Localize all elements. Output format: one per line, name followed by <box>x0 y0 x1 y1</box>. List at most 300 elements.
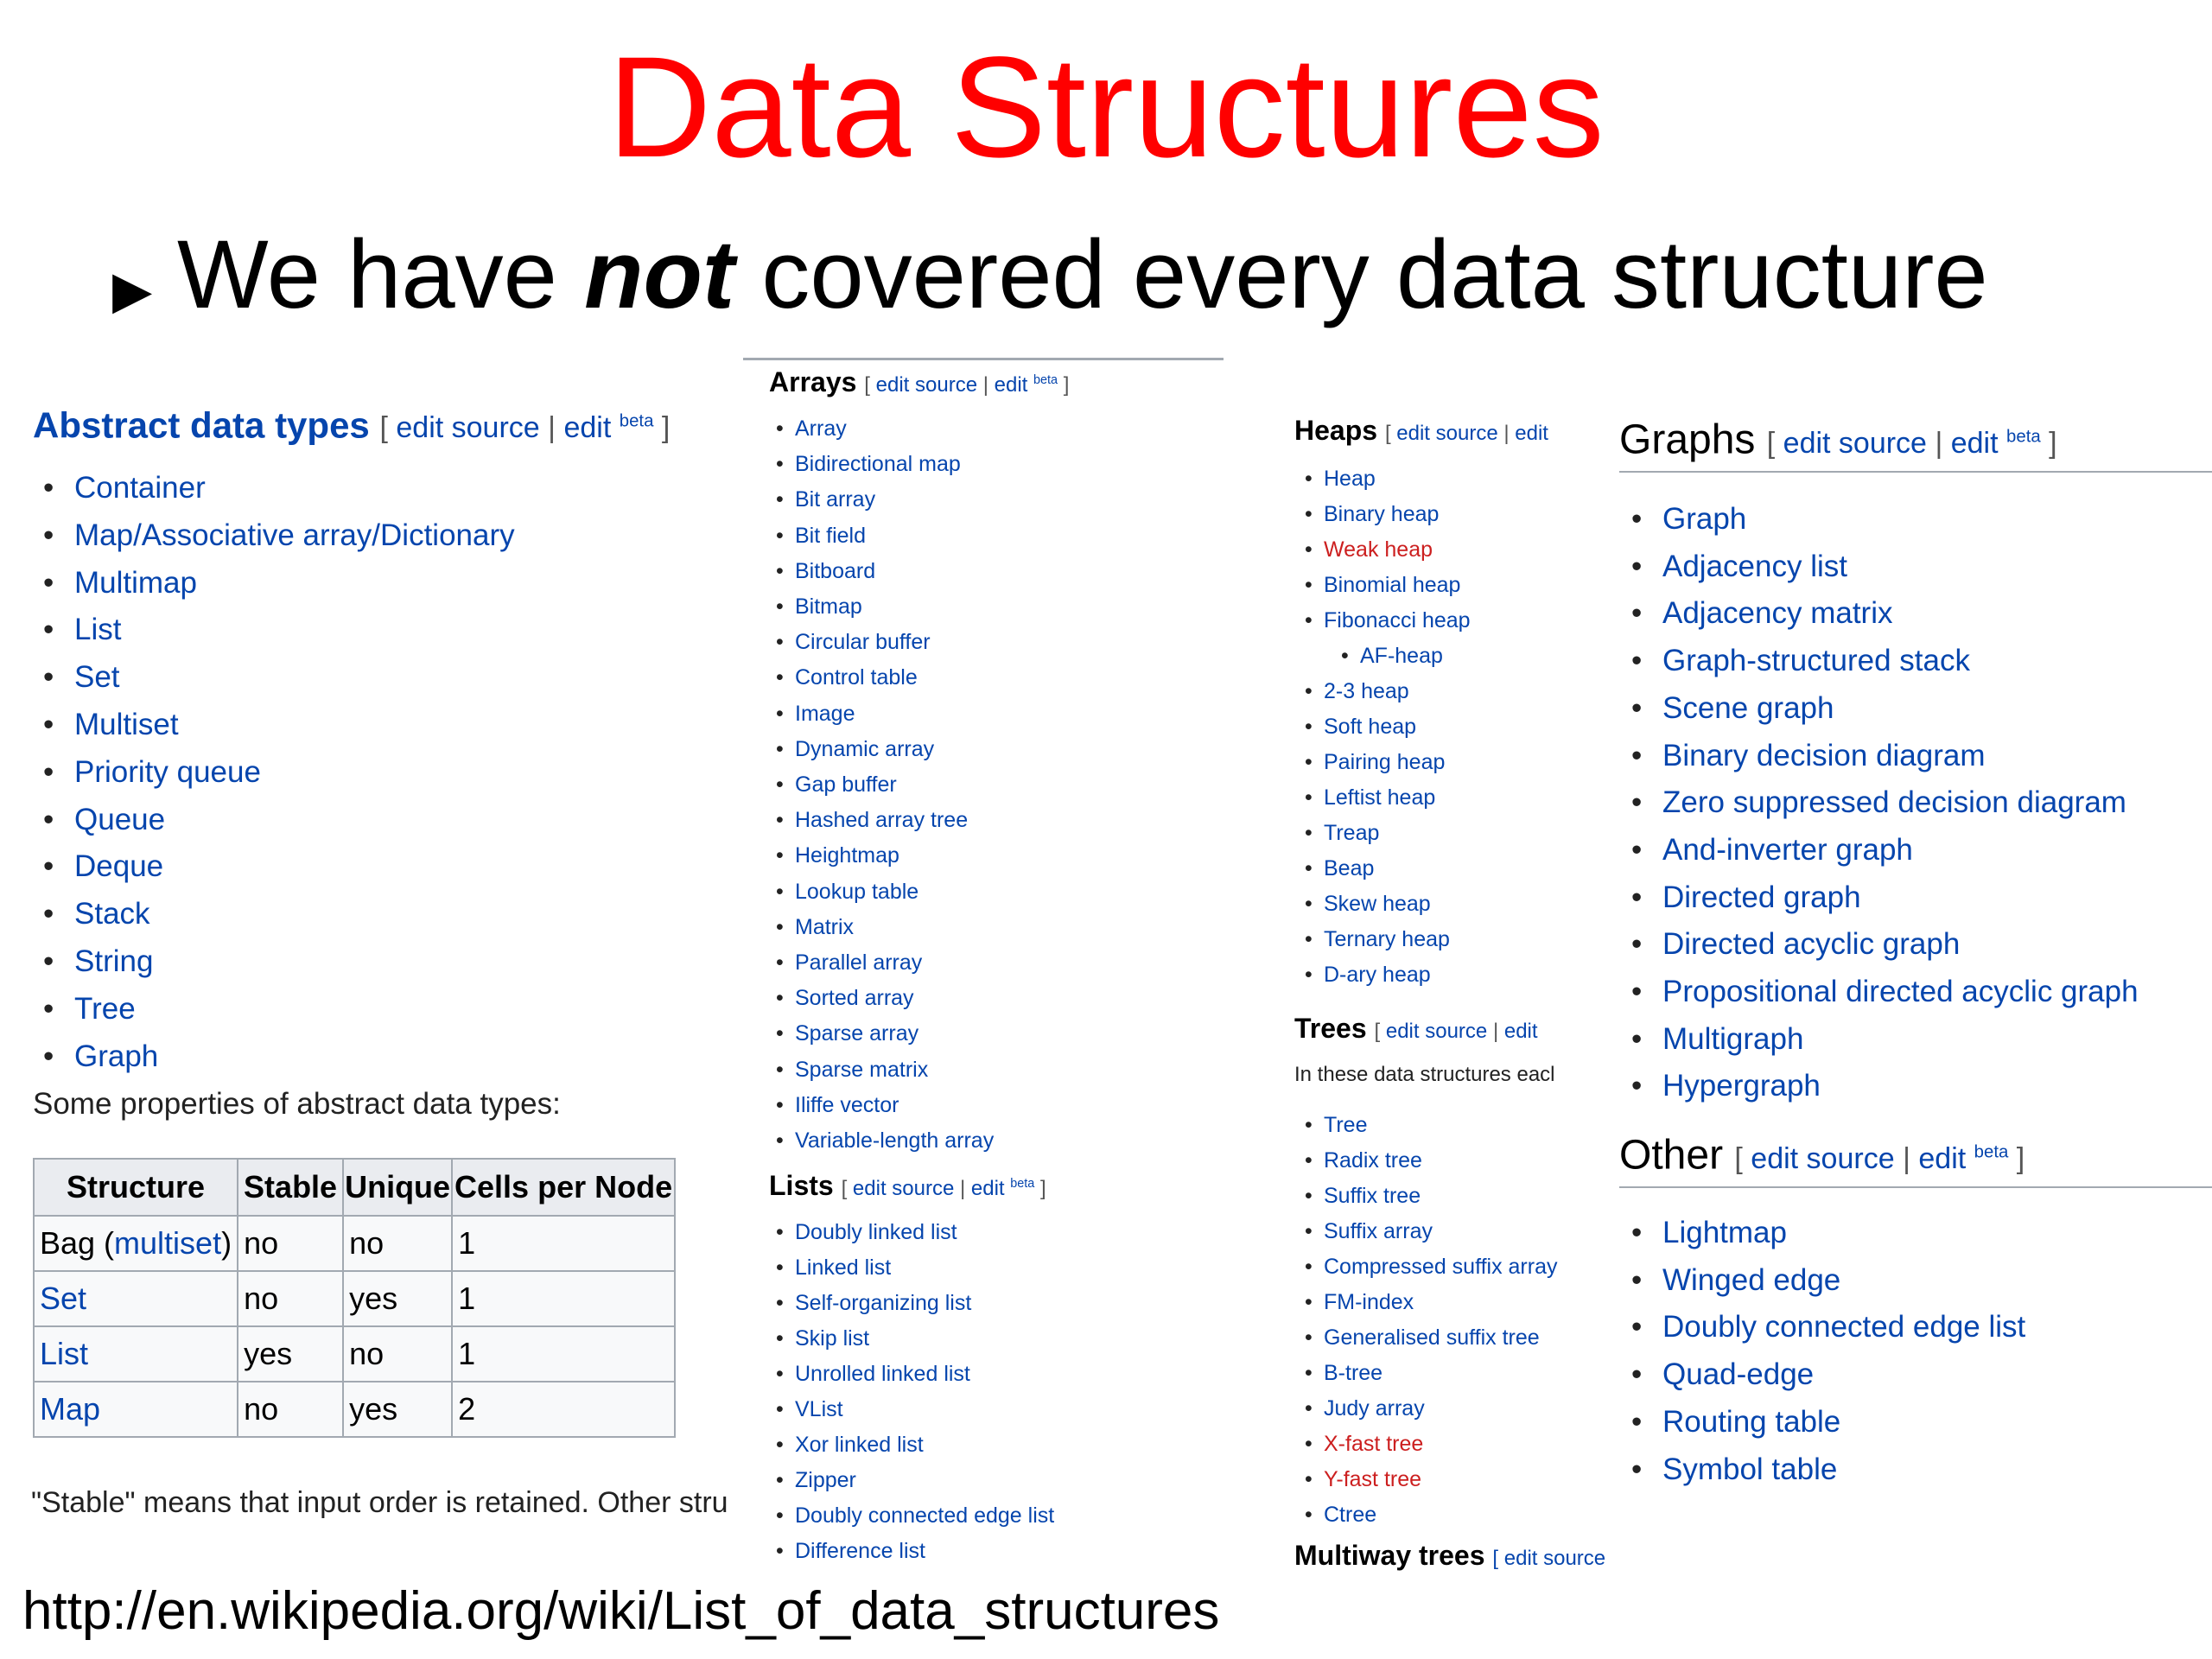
adt-separator: | <box>548 411 556 445</box>
lists-list <box>776 1215 1054 1569</box>
lists-edit-link[interactable]: edit <box>970 1177 1005 1200</box>
list-item <box>1305 1108 1557 1143</box>
heap-link[interactable]: Skew heap <box>1324 892 1431 916</box>
table-cell-stable: no <box>238 1382 343 1437</box>
table-cell-cells: 2 <box>452 1382 675 1437</box>
bullet-dot-icon: • <box>1305 1396 1313 1421</box>
list-item <box>1305 1320 1557 1356</box>
lists-beta-label: beta <box>1010 1177 1035 1191</box>
array-link[interactable]: Control table <box>795 665 918 690</box>
list-item <box>776 838 994 874</box>
other-edit-source-link[interactable]: edit source <box>1751 1142 1895 1176</box>
graphs-list <box>1631 496 2139 1110</box>
bullet-dot-icon: • <box>43 565 54 600</box>
bullet-dot-icon: • <box>776 701 784 726</box>
heap-link[interactable]: AF-heap <box>1360 644 1443 668</box>
bullet-dot-icon: • <box>776 630 784 655</box>
bullet-dot-icon: • <box>1305 1184 1313 1208</box>
bullet-dot-icon: • <box>776 1362 784 1386</box>
bullet-dot-icon: • <box>1631 1069 1643 1103</box>
heap-link[interactable]: Soft heap <box>1324 715 1417 739</box>
list-item <box>1305 887 1471 922</box>
list-item <box>1305 568 1471 603</box>
heap-link[interactable]: 2-3 heap <box>1324 679 1409 703</box>
bullet-dot-icon: • <box>1631 832 1643 867</box>
lists-edit-source-link[interactable]: edit source <box>852 1177 955 1200</box>
tree-link[interactable]: Y-fast tree <box>1324 1467 1422 1491</box>
bullet-dot-icon: • <box>1305 502 1313 526</box>
bullet-dot-icon: • <box>776 1326 784 1351</box>
bullet-dot-icon: • <box>776 736 784 761</box>
other-close-bracket: ] <box>2016 1142 2025 1176</box>
list-item <box>1305 851 1471 887</box>
adt-link[interactable]: Multiset <box>74 707 179 741</box>
tree-link[interactable]: Suffix array <box>1324 1219 1433 1243</box>
adt-edit-link[interactable]: edit <box>563 411 612 445</box>
graphs-other-panel <box>1618 406 2212 1521</box>
list-item <box>1305 1462 1557 1497</box>
adt-link[interactable]: Graph <box>74 1039 159 1073</box>
other-separator: | <box>1903 1142 1910 1176</box>
list-item <box>1631 1304 2025 1351</box>
adt-link[interactable]: Container <box>74 471 206 505</box>
bullet-text-emphasis: not <box>584 220 735 328</box>
list-item <box>776 1052 994 1088</box>
bullet-dot-icon: • <box>1305 1255 1313 1279</box>
list-item <box>1305 532 1471 568</box>
arrays-lists-panel <box>743 354 1225 1562</box>
bullet-dot-icon: • <box>43 707 54 741</box>
bullet-dot-icon: • <box>1631 1216 1643 1249</box>
list-item <box>776 554 994 589</box>
other-beta-label: beta <box>1974 1143 2009 1162</box>
array-link[interactable]: Circular buffer <box>795 630 931 655</box>
graphs-heading-title: Graphs <box>1619 416 1756 463</box>
bullet-dot-icon: • <box>776 950 784 976</box>
list-link[interactable]: Unrolled linked list <box>795 1362 970 1386</box>
tree-link[interactable]: FM-index <box>1324 1290 1414 1314</box>
graphs-open-bracket: [ <box>1766 427 1776 461</box>
list-item <box>776 910 994 945</box>
bullet-dot-icon: • <box>776 487 784 512</box>
tree-link[interactable]: Compressed suffix array <box>1324 1255 1558 1279</box>
list-item <box>776 696 994 732</box>
list-item <box>776 447 994 482</box>
lists-heading <box>769 1166 1046 1206</box>
graph-link[interactable]: Graph-structured stack <box>1662 644 1970 678</box>
table-cell-stable: no <box>238 1216 343 1271</box>
heap-link[interactable]: Heap <box>1324 467 1376 491</box>
bullet-dot-icon: • <box>1305 608 1313 632</box>
array-link[interactable]: Variable-length array <box>795 1128 995 1154</box>
lists-close-bracket: ] <box>1039 1177 1046 1200</box>
list-item <box>1305 1285 1557 1320</box>
lists-separator: | <box>960 1177 966 1200</box>
other-edit-link[interactable]: edit <box>1918 1142 1967 1176</box>
table-cell-cells: 1 <box>452 1216 675 1271</box>
bullet-dot-icon: • <box>43 518 54 552</box>
bullet-dot-icon: • <box>776 594 784 620</box>
table-row <box>34 1326 675 1382</box>
tree-link[interactable]: Ctree <box>1324 1503 1377 1527</box>
list-item <box>1631 969 2139 1016</box>
bullet-dot-icon: • <box>43 613 54 647</box>
heap-link[interactable]: Beap <box>1324 856 1375 880</box>
heap-link[interactable]: Binary heap <box>1324 502 1440 526</box>
array-link[interactable]: Image <box>795 701 855 726</box>
array-link[interactable]: Sparse matrix <box>795 1057 929 1082</box>
bullet-dot-icon: • <box>776 772 784 798</box>
structure-link[interactable]: Map <box>40 1391 101 1427</box>
list-item <box>1305 461 1471 497</box>
heaps-heading <box>1294 413 1548 451</box>
arrays-heading-title: Arrays <box>769 366 857 397</box>
bullet-dot-icon: • <box>1305 1361 1313 1385</box>
list-item <box>1631 1399 2025 1446</box>
array-link[interactable]: Sorted array <box>795 986 914 1011</box>
list-item <box>1631 1351 2025 1399</box>
list-item <box>776 660 994 696</box>
adt-heading-title: Abstract data types <box>33 404 370 446</box>
list-item <box>43 749 515 797</box>
adt-link[interactable]: String <box>74 944 154 978</box>
table-row <box>34 1382 675 1437</box>
arrays-open-bracket: [ <box>864 373 870 397</box>
bullet-dot-icon: • <box>776 523 784 548</box>
list-item <box>43 797 515 844</box>
adt-edit-source-link[interactable]: edit source <box>396 411 540 445</box>
adt-link[interactable]: Stack <box>74 897 150 931</box>
table-header-row <box>34 1159 675 1216</box>
bullet-dot-icon: • <box>776 1503 784 1528</box>
list-item <box>776 1215 1054 1250</box>
graph-link[interactable]: Multigraph <box>1662 1021 1804 1056</box>
trees-separator: | <box>1492 1020 1499 1043</box>
bullet-dot-icon: • <box>776 1092 784 1117</box>
bullet-dot-icon: • <box>1631 738 1643 772</box>
graphs-separator: | <box>1935 427 1943 461</box>
trees-intro-text: In these data structures eacl <box>1294 1063 1555 1086</box>
bullet-dot-icon: • <box>776 1255 784 1280</box>
trees-edit-link[interactable]: edit <box>1503 1020 1538 1043</box>
array-link[interactable]: Lookup table <box>795 879 919 904</box>
bullet-dot-icon: • <box>1631 927 1643 962</box>
heap-link[interactable]: D-ary heap <box>1324 963 1431 987</box>
bullet-dot-icon: • <box>776 452 784 477</box>
arrays-heading <box>769 363 1069 403</box>
list-item <box>1305 1391 1557 1427</box>
graph-link[interactable]: Binary decision diagram <box>1662 738 1986 772</box>
other-open-bracket: [ <box>1734 1142 1743 1176</box>
bullet-dot-icon: • <box>776 914 784 939</box>
adt-properties-table <box>33 1158 676 1438</box>
list-item <box>43 607 515 654</box>
adt-list <box>43 465 515 1080</box>
graph-link[interactable]: Adjacency matrix <box>1662 596 1893 631</box>
adt-link[interactable]: Set <box>74 660 120 695</box>
array-link[interactable]: Sparse array <box>795 1021 919 1046</box>
other-list <box>1631 1210 2025 1493</box>
heap-link[interactable]: Weak heap <box>1324 537 1433 562</box>
graph-link[interactable]: Directed graph <box>1662 880 1861 914</box>
tree-link[interactable]: Suffix tree <box>1324 1184 1421 1208</box>
list-item <box>1305 1143 1557 1179</box>
list-item <box>1631 638 2139 685</box>
table-row <box>34 1216 675 1271</box>
list-item <box>1631 543 2139 591</box>
top-divider <box>743 358 1224 360</box>
arrays-edit-source-link[interactable]: edit source <box>875 373 978 397</box>
graphs-edit-source-link[interactable]: edit source <box>1783 427 1927 461</box>
bullet-dot-icon: • <box>1631 975 1643 1009</box>
tree-link[interactable]: X-fast tree <box>1324 1432 1424 1456</box>
graph-link[interactable]: Hypergraph <box>1662 1069 1821 1103</box>
bullet-dot-icon: • <box>1631 785 1643 820</box>
trees-open-bracket: [ <box>1374 1020 1381 1043</box>
adt-link[interactable]: Queue <box>74 802 166 836</box>
heap-link[interactable]: Binomial heap <box>1324 573 1461 597</box>
heap-link[interactable]: Fibonacci heap <box>1324 608 1471 632</box>
other-link[interactable]: Winged edge <box>1662 1262 1841 1297</box>
list-link[interactable]: Zipper <box>795 1468 856 1492</box>
list-link[interactable]: Doubly linked list <box>795 1220 957 1244</box>
tree-link[interactable]: Judy array <box>1324 1396 1425 1421</box>
trees-edit-source-link[interactable]: edit source <box>1385 1020 1488 1043</box>
other-heading <box>1619 1125 2212 1188</box>
adt-link[interactable]: Map/Associative array/Dictionary <box>74 518 515 552</box>
array-link[interactable]: Parallel array <box>795 950 923 976</box>
adt-link[interactable]: Deque <box>74 849 164 884</box>
table-cell-structure <box>34 1382 238 1437</box>
graph-link[interactable]: Propositional directed acyclic graph <box>1662 975 2139 1009</box>
trees-heading <box>1294 1011 1538 1049</box>
list-item <box>43 560 515 607</box>
list-item <box>1631 874 2139 922</box>
list-item <box>1631 1446 2025 1494</box>
tree-link[interactable]: B-tree <box>1324 1361 1383 1385</box>
graphs-edit-link[interactable]: edit <box>1950 427 1999 461</box>
bullet-dot-icon: • <box>43 897 54 931</box>
adt-link[interactable]: Tree <box>74 991 136 1026</box>
list-item <box>1305 922 1471 957</box>
bullet-dot-icon: • <box>1305 573 1313 597</box>
list-item <box>43 1033 515 1081</box>
trees-heading-title: Trees <box>1294 1013 1367 1044</box>
table-header-stable: Stable <box>238 1159 343 1216</box>
other-link[interactable]: Doubly connected edge list <box>1662 1310 2026 1344</box>
list-item <box>776 1427 1054 1463</box>
bullet-dot-icon: • <box>776 1021 784 1046</box>
slide-title: Data Structures <box>607 28 1605 188</box>
list-item <box>1305 497 1471 532</box>
heaps-edit-link[interactable]: edit <box>1515 422 1548 445</box>
bullet-dot-icon: • <box>776 1433 784 1457</box>
tree-link[interactable]: Radix tree <box>1324 1148 1422 1173</box>
list-item <box>776 1088 994 1123</box>
bullet-dot-icon: • <box>1305 821 1313 845</box>
multiway-heading <box>1294 1538 1605 1576</box>
adt-link[interactable]: Priority queue <box>74 754 261 789</box>
bullet-dot-icon: • <box>1305 785 1313 810</box>
bullet-dot-icon: • <box>1305 467 1313 491</box>
list-item <box>776 1463 1054 1498</box>
graphs-close-bracket: ] <box>2049 427 2057 461</box>
array-link[interactable]: Iliffe vector <box>795 1092 899 1117</box>
heaps-trees-panel <box>1291 406 1606 1571</box>
array-link[interactable]: Bidirectional map <box>795 452 961 477</box>
array-link[interactable]: Hashed array tree <box>795 808 969 833</box>
bullet-dot-icon: • <box>1631 690 1643 725</box>
bullet-dot-icon: • <box>43 754 54 789</box>
bullet-dot-icon: • <box>1305 963 1313 987</box>
bullet-dot-icon: • <box>776 416 784 441</box>
list-item <box>776 1016 994 1052</box>
bullet-dot-icon: • <box>1305 1148 1313 1173</box>
list-link[interactable]: Xor linked list <box>795 1433 924 1457</box>
table-row <box>34 1271 675 1326</box>
bullet-dot-icon: • <box>1305 1467 1313 1491</box>
bullet-dot-icon: • <box>1631 1021 1643 1056</box>
bullet-dot-icon: • <box>43 660 54 695</box>
heap-link[interactable]: Ternary heap <box>1324 927 1450 951</box>
tree-link[interactable]: Tree <box>1324 1113 1368 1137</box>
list-item <box>776 945 994 981</box>
graph-link[interactable]: Graph <box>1662 502 1747 536</box>
bullet-triangle-icon: ▶ <box>112 261 153 319</box>
list-item <box>1305 1214 1557 1249</box>
adt-link[interactable]: List <box>74 613 122 647</box>
list-item <box>776 1286 1054 1321</box>
list-item <box>1631 496 2139 543</box>
bullet-dot-icon: • <box>1631 880 1643 914</box>
table-cell-unique: yes <box>343 1271 452 1326</box>
graph-link[interactable]: Scene graph <box>1662 690 1834 725</box>
graph-link[interactable]: Adjacency list <box>1662 549 1847 583</box>
bullet-dot-icon: • <box>776 1291 784 1315</box>
list-item <box>776 732 994 767</box>
table-cell-cells: 1 <box>452 1326 675 1382</box>
lists-open-bracket: [ <box>841 1177 848 1200</box>
list-item <box>1631 685 2139 733</box>
list-item <box>1305 1249 1557 1285</box>
list-item <box>1631 921 2139 969</box>
list-link[interactable]: Self-organizing list <box>795 1291 972 1315</box>
other-link[interactable]: Symbol table <box>1662 1452 1838 1486</box>
graph-link[interactable]: And-inverter graph <box>1662 832 1913 867</box>
bullet-dot-icon: • <box>43 991 54 1026</box>
adt-properties-text: Some properties of abstract data types: <box>33 1087 561 1121</box>
list-item <box>1305 957 1471 993</box>
bullet-dot-icon: • <box>776 879 784 904</box>
other-link[interactable]: Routing table <box>1662 1404 1841 1439</box>
heaps-edit-source-link[interactable]: edit source <box>1396 422 1498 445</box>
list-item <box>1631 1016 2139 1064</box>
list-link[interactable]: Skip list <box>795 1326 870 1351</box>
bullet-dot-icon: • <box>776 1220 784 1244</box>
bullet-dot-icon: • <box>1631 1357 1643 1392</box>
list-item <box>1305 1497 1557 1533</box>
arrays-edit-link[interactable]: edit <box>994 373 1028 397</box>
graph-link[interactable]: Directed acyclic graph <box>1662 927 1961 962</box>
array-link[interactable]: Gap buffer <box>795 772 897 798</box>
list-link[interactable]: Doubly connected edge list <box>795 1503 1055 1528</box>
other-link[interactable]: Quad-edge <box>1662 1357 1815 1392</box>
bullet-dot-icon: • <box>1631 596 1643 631</box>
tree-link[interactable]: Generalised suffix tree <box>1324 1325 1540 1350</box>
list-item <box>776 1321 1054 1357</box>
multiway-heading-title: Multiway trees <box>1294 1540 1485 1571</box>
table-cell-structure <box>34 1271 238 1326</box>
list-item <box>776 1250 1054 1286</box>
bullet-dot-icon: • <box>776 843 784 868</box>
list-item <box>776 874 994 910</box>
list-item <box>776 981 994 1016</box>
list-item <box>776 411 994 447</box>
list-item <box>1305 603 1471 639</box>
adt-link[interactable]: Multimap <box>74 565 197 600</box>
array-link[interactable]: Matrix <box>795 914 855 939</box>
heap-link[interactable]: Treap <box>1324 821 1380 845</box>
heaps-heading-title: Heaps <box>1294 415 1378 446</box>
bullet-dot-icon: • <box>1305 679 1313 703</box>
list-link[interactable]: VList <box>795 1397 843 1421</box>
structure-link[interactable]: multiset <box>114 1225 222 1261</box>
array-link[interactable]: Bitmap <box>795 594 862 620</box>
array-link[interactable]: Bit array <box>795 487 876 512</box>
list-item <box>1305 1427 1557 1462</box>
trees-list <box>1305 1108 1557 1533</box>
arrays-close-bracket: ] <box>1063 373 1070 397</box>
bullet-dot-icon: • <box>1631 1262 1643 1297</box>
list-link[interactable]: Difference list <box>795 1539 925 1563</box>
arrays-separator: | <box>982 373 988 397</box>
arrays-beta-label: beta <box>1033 373 1058 387</box>
list-item <box>1631 1063 2139 1110</box>
bullet-text-pre: We have <box>177 220 557 328</box>
list-item <box>776 803 994 838</box>
graph-link[interactable]: Zero suppressed decision diagram <box>1662 785 2126 820</box>
heap-link[interactable]: Pairing heap <box>1324 750 1446 774</box>
list-item <box>1631 1210 2025 1257</box>
array-link[interactable]: Heightmap <box>795 843 899 868</box>
graphs-beta-label: beta <box>2006 428 2041 447</box>
bullet-text-post: covered every data structure <box>761 220 1988 328</box>
list-link[interactable]: Linked list <box>795 1255 892 1280</box>
array-link[interactable]: Dynamic array <box>795 736 935 761</box>
array-link[interactable]: Bit field <box>795 523 866 548</box>
heap-link[interactable]: Leftist heap <box>1324 785 1436 810</box>
bullet-dot-icon: • <box>43 802 54 836</box>
table-cell-unique: no <box>343 1326 452 1382</box>
list-item <box>43 465 515 512</box>
table-header-unique: Unique <box>343 1159 452 1216</box>
list-item <box>43 512 515 560</box>
list-item <box>43 938 515 986</box>
lists-heading-title: Lists <box>769 1170 834 1201</box>
structure-link[interactable]: Set <box>40 1281 87 1316</box>
other-link[interactable]: Lightmap <box>1662 1216 1787 1249</box>
list-item <box>1305 709 1471 745</box>
structure-link[interactable]: List <box>40 1336 89 1371</box>
array-link[interactable]: Array <box>795 416 847 441</box>
list-item <box>776 518 994 554</box>
array-link[interactable]: Bitboard <box>795 558 876 583</box>
table-cell-structure <box>34 1216 238 1271</box>
multiway-edit-source-link[interactable]: [ edit source <box>1492 1547 1606 1570</box>
bullet-dot-icon: • <box>776 808 784 833</box>
list-item <box>1631 827 2139 874</box>
list-item <box>43 702 515 749</box>
